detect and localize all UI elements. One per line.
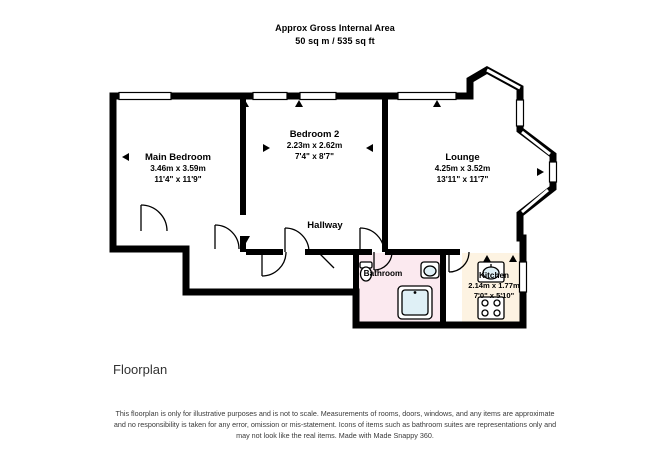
- room-dim-metric: 2.14m x 1.77m: [468, 281, 520, 290]
- room-label-kitchen: [446, 270, 542, 301]
- disclaimer-line-1: This floorplan is only for illustrative purposes and is not to scale. Measurements of rooms, doors, windows, and any items are approximate: [115, 409, 555, 418]
- room-dim-imperial: 7'4" x 8'7": [295, 152, 334, 161]
- disclaimer: [0, 408, 670, 441]
- room-name: Bathroom: [363, 269, 403, 278]
- area-header-line2: 50 sq m / 535 sq ft: [295, 36, 375, 46]
- room-dim-metric: 3.46m x 3.59m: [150, 164, 206, 173]
- disclaimer-line-3: may not look like the real items. Made with Made Snappy 360.: [236, 431, 434, 440]
- room-name: Hallway: [307, 220, 343, 231]
- room-name: Bedroom 2: [289, 129, 340, 140]
- room-dim-imperial: 11'4" x 11'9": [154, 175, 202, 184]
- room-name: Main Bedroom: [145, 152, 211, 163]
- room-label-bathroom: [348, 268, 418, 279]
- room-label-lounge: [400, 152, 525, 185]
- room-dim-imperial: 7'0" x 5'10": [473, 291, 515, 300]
- room-dim-imperial: 13'11" x 11'7": [436, 175, 489, 184]
- room-dim-metric: 2.23m x 2.62m: [286, 141, 343, 150]
- area-header-line1: Approx Gross Internal Area: [275, 23, 395, 33]
- floorplan-title: Floorplan: [113, 362, 168, 377]
- room-name: Lounge: [445, 152, 480, 163]
- room-label-main-bedroom: [118, 152, 238, 185]
- room-name: Kitchen: [478, 271, 510, 280]
- disclaimer-line-2: and no responsibility is taken for any error, omission or mis-statement. Icons of items such as bathroom suites are representations only and: [113, 420, 557, 429]
- room-dim-metric: 4.25m x 3.52m: [434, 164, 491, 173]
- room-label-bedroom-2: [257, 129, 372, 162]
- room-label-hallway: [280, 220, 370, 231]
